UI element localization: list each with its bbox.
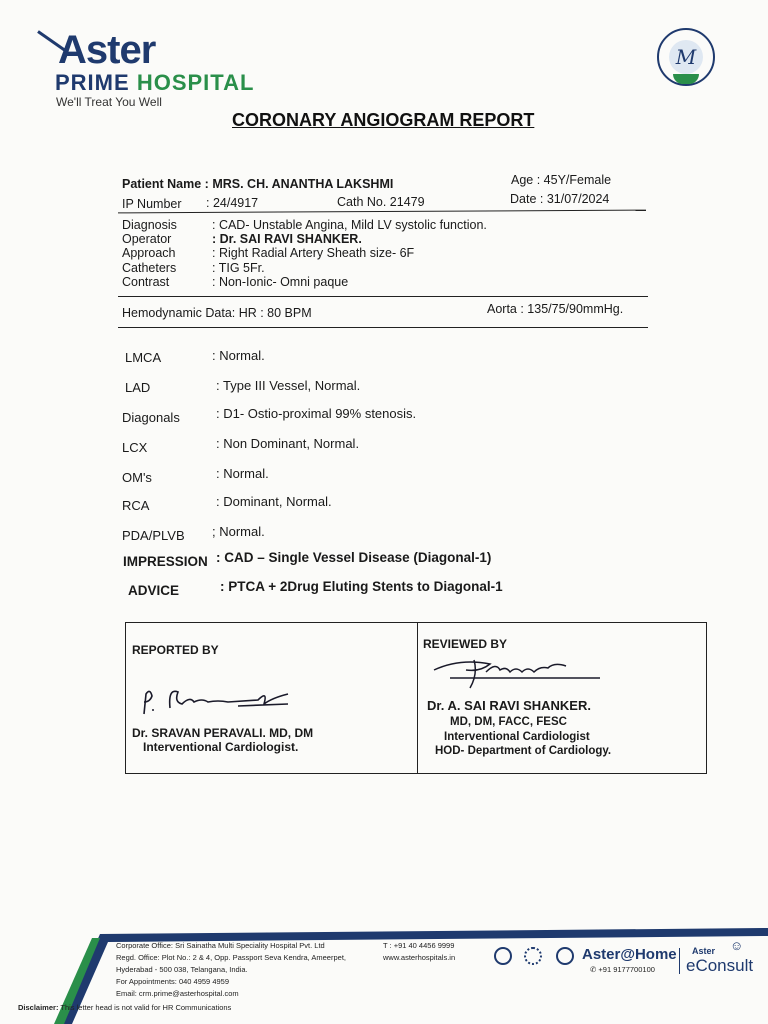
reviewer-department: HOD- Department of Cardiology.	[435, 745, 612, 757]
footer-corp-row	[116, 940, 346, 952]
advice-label: ADVICE	[128, 583, 180, 598]
procedure-label: Diagnosis	[122, 218, 177, 232]
reviewed-by-heading: REVIEWED BY	[423, 637, 508, 651]
accreditation-icon	[494, 947, 512, 965]
aster-dm-seal-icon	[657, 28, 715, 86]
footer-email: Email: crm.prime@asterhospital.com	[116, 989, 239, 998]
footer-web[interactable]: www.asterhospitals.in	[383, 953, 456, 962]
patient-name-label: Patient Name :	[122, 177, 209, 191]
reviewer-title: Interventional Cardiologist	[444, 731, 590, 743]
footer-phone: T : +91 40 4456 9999	[383, 941, 455, 950]
brand-logo: Aster	[58, 28, 156, 72]
disclaimer-label: Disclaimer:	[18, 1003, 59, 1012]
seal-monogram: M	[669, 40, 703, 74]
nabh-icon	[524, 947, 542, 965]
procedure-row	[122, 246, 487, 261]
brand-subtitle	[55, 70, 254, 96]
brand-sub-hospital: HOSPITAL	[136, 70, 255, 95]
procedure-divider	[118, 296, 648, 297]
reported-by-heading: REPORTED BY	[132, 643, 219, 657]
footer-appointments: For Appointments: 040 4959 4959	[116, 977, 229, 986]
reporter-signature-icon	[138, 680, 308, 720]
procedure-label: Approach	[122, 246, 176, 260]
doctor-icon: ☺	[730, 938, 744, 953]
impression-value: : CAD – Single Vessel Disease (Diagonal-1)	[216, 550, 492, 565]
whatsapp-icon: ✆	[590, 965, 597, 974]
hemodynamic-divider	[118, 327, 648, 328]
footer-regd: Regd. Office: Plot No.: 2 & 4, Opp. Passport Seva Kendra, Ameerpet,	[116, 953, 346, 962]
patient-age: Age : 45Y/Female	[511, 173, 612, 187]
procedure-value: : Right Radial Artery Sheath size- 6F	[212, 246, 415, 260]
procedure-value: : CAD- Unstable Angina, Mild LV systolic function.	[212, 218, 487, 232]
econsult-brand: eConsult	[686, 956, 754, 975]
finding-value-lcx: : Non Dominant, Normal.	[216, 436, 360, 451]
signature-box-divider	[417, 622, 418, 774]
footer-disclaimer	[18, 1002, 231, 1014]
hemodynamic-data: Hemodynamic Data: HR : 80 BPM	[122, 306, 312, 320]
reviewer-degrees: MD, DM, FACC, FESC	[450, 716, 567, 728]
procedure-label: Operator	[122, 232, 172, 246]
procedure-label: Catheters	[122, 261, 177, 275]
advice-value: : PTCA + 2Drug Eluting Stents to Diagonal-1	[220, 579, 503, 594]
aster-at-home: Aster@Home	[582, 946, 677, 963]
ip-label: IP Number	[122, 197, 182, 211]
patient-name: MRS. CH. ANANTHA LAKSHMI	[212, 177, 394, 191]
econsult-brand-top: Aster	[692, 946, 716, 956]
brand-sub-prime: PRIME	[55, 70, 130, 95]
finding-label-lad: LAD	[125, 380, 151, 395]
finding-value-oms: : Normal.	[216, 466, 269, 481]
impression-label: IMPRESSION	[123, 554, 208, 569]
finding-label-pda-plvb: PDA/PLVB	[122, 528, 185, 543]
seal-band	[673, 74, 699, 84]
patient-name-row	[122, 177, 393, 191]
reviewer-name: Dr. A. SAI RAVI SHANKER.	[427, 698, 591, 713]
footer-contact	[383, 940, 455, 964]
procedure-value: : Dr. SAI RAVI SHANKER.	[212, 232, 362, 246]
ip-number: : 24/4917	[206, 196, 259, 210]
footer-address	[116, 940, 346, 1000]
procedure-value: : TIG 5Fr.	[212, 261, 265, 275]
disclaimer-text: This letter head is not valid for HR Communications	[60, 1003, 232, 1012]
aorta-pressure: Aorta : 135/75/90mmHg.	[487, 302, 624, 316]
footer-corp-value: Sri Sainatha Multi Speciality Hospital Pvt. Ltd	[175, 941, 325, 950]
finding-label-rca: RCA	[122, 498, 150, 513]
finding-label-oms: OM's	[122, 470, 152, 485]
cath-number: Cath No. 21479	[337, 195, 425, 209]
nabl-icon	[556, 947, 574, 965]
procedure-row	[122, 218, 487, 232]
footer-city: Hyderabad - 500 038, Telangana, India.	[116, 965, 248, 974]
reviewer-signature-icon	[430, 654, 610, 694]
report-title: CORONARY ANGIOGRAM REPORT	[232, 110, 535, 130]
procedure-details	[122, 218, 487, 289]
finding-label-diagonals: Diagonals	[122, 410, 180, 425]
footer-corp-label: Corporate Office:	[116, 941, 173, 950]
report-date: Date : 31/07/2024	[510, 192, 610, 206]
finding-value-lmca: : Normal.	[212, 348, 265, 363]
procedure-label: Contrast	[122, 275, 170, 289]
aster-at-home-phone	[590, 964, 655, 976]
finding-value-rca: : Dominant, Normal.	[216, 494, 332, 509]
finding-value-diagonals: : D1- Ostio-proximal 99% stenosis.	[216, 406, 417, 421]
procedure-row	[122, 232, 487, 246]
tagline: We'll Treat You Well	[56, 95, 162, 109]
reporter-title: Interventional Cardiologist.	[143, 740, 299, 754]
footer-separator	[679, 948, 680, 974]
procedure-row	[122, 275, 487, 289]
procedure-row	[122, 261, 487, 275]
reporter-name: Dr. SRAVAN PERAVALI. MD, DM	[132, 726, 314, 740]
finding-value-pda-plvb: ; Normal.	[212, 524, 265, 539]
finding-label-lmca: LMCA	[125, 350, 162, 365]
procedure-value: : Non-Ionic- Omni paque	[212, 275, 349, 289]
finding-value-lad: : Type III Vessel, Normal.	[216, 378, 361, 393]
at-home-phone-number: +91 9177700100	[598, 965, 655, 974]
finding-label-lcx: LCX	[122, 440, 148, 455]
patient-divider	[118, 210, 646, 214]
